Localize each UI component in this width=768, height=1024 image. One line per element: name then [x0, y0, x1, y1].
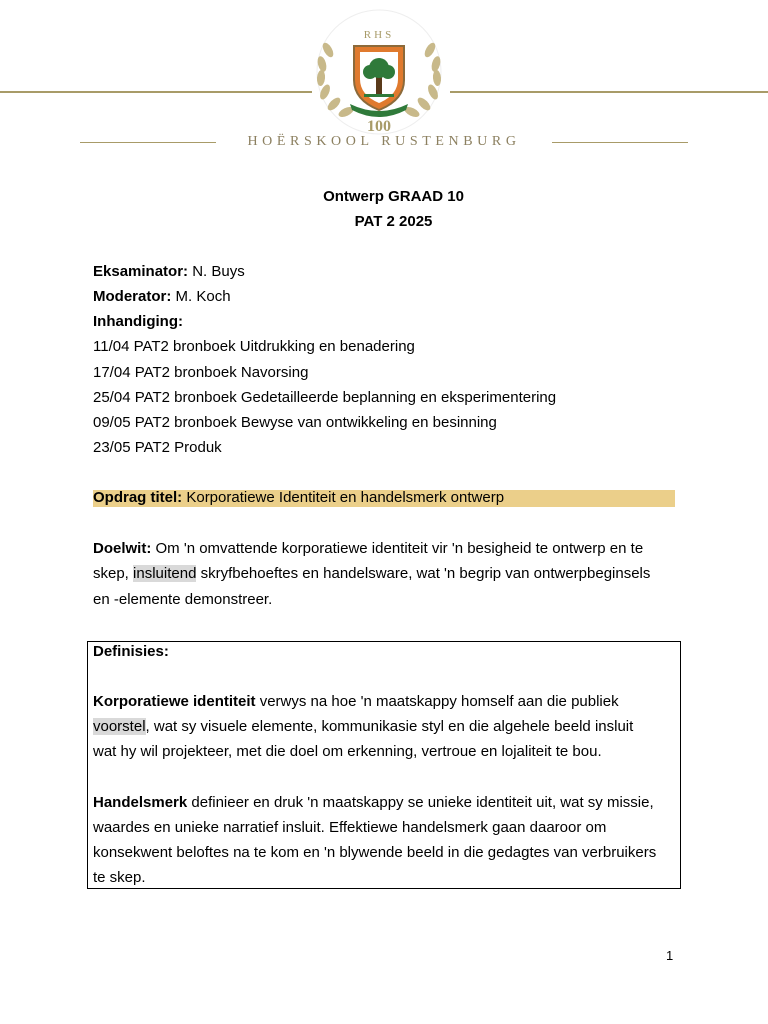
submission-item: 25/04 PAT2 bronboek Gedetailleerde beplanning en eksperimentering — [93, 389, 557, 406]
task-title-word: Korporatiewe — [186, 489, 275, 506]
page-number: 1 — [666, 948, 674, 963]
brand-line-3: konsekwent beloftes na te kom en 'n blywende beeld in die gedagtes van verbruikers — [93, 844, 657, 861]
corp-identity-text-1: verwys na hoe 'n maatskappy homself aan die publiek — [255, 693, 619, 710]
header-top-line-right — [450, 91, 768, 93]
goal-text-1: Om 'n omvattende korporatiewe identiteit vir 'n besigheid te ontwerp en te — [151, 540, 644, 557]
corp-identity-line-3: wat hy wil projekteer, met die doel om erkenning, vertroue en lojaliteit te bou. — [93, 743, 602, 760]
brand-line-2: waardes en unieke narratief insluit. Effektiewe handelsmerk gaan daaroor om — [93, 819, 607, 836]
goal-text-2-end: skryfbehoeftes en handelsware, wat 'n begrip van ontwerpbeginsels — [196, 565, 651, 582]
submission-item: 09/05 PAT2 bronboek Bewyse van ontwikkeling en besinning — [93, 414, 497, 431]
submission-item: 17/04 PAT2 bronboek Navorsing — [93, 364, 309, 381]
brand-line-1 — [93, 794, 654, 811]
task-title-rest: Identiteit en handelsmerk ontwerp — [278, 489, 505, 506]
goal-highlight-word: insluitend — [133, 565, 197, 582]
goal-label: Doelwit: — [93, 540, 152, 557]
goal-text-2-start: skep, — [93, 565, 134, 582]
corp-identity-line-1 — [93, 693, 619, 710]
goal-line-3: en -elemente demonstreer. — [93, 591, 273, 608]
logo-text-top: RHS — [363, 29, 395, 41]
examiner-label: Eksaminator: — [93, 263, 189, 280]
examiner-value: N. Buys — [188, 263, 245, 280]
task-title-label: Opdrag titel: — [93, 489, 183, 506]
header-top-line-left — [0, 91, 312, 93]
submission-item: 11/04 PAT2 bronboek Uitdrukking en benadering — [93, 338, 415, 355]
brand-text-1: definieer en druk 'n maatskappy se unieke identiteit uit, wat sy missie, — [187, 794, 654, 811]
brand-term: Handelsmerk — [93, 794, 188, 811]
logo-text-bottom: 100 — [367, 118, 391, 135]
examiner-line — [93, 263, 245, 280]
task-title-line — [93, 489, 504, 506]
moderator-line — [93, 288, 231, 305]
corp-identity-text-2: , wat sy visuele elemente, kommunikasie styl en die algehele beeld insluit — [145, 718, 634, 735]
corp-identity-line-2 — [93, 718, 633, 735]
goal-line-2 — [93, 565, 650, 582]
corp-identity-term: Korporatiewe identiteit — [93, 693, 256, 710]
definitions-heading: Definisies: — [93, 643, 169, 660]
submission-item: 23/05 PAT2 Produk — [93, 439, 222, 456]
submission-label: Inhandiging: — [93, 313, 183, 330]
school-crest-logo — [306, 8, 452, 136]
school-name: HOËRSKOOL RUSTENBURG — [247, 134, 521, 149]
corp-identity-highlight-word: voorstel — [93, 718, 146, 735]
moderator-value: M. Koch — [171, 288, 231, 305]
document-subtitle: PAT 2 2025 — [354, 213, 433, 230]
document-title: Ontwerp GRAAD 10 — [323, 188, 464, 205]
brand-line-4: te skep. — [93, 869, 146, 886]
moderator-label: Moderator: — [93, 288, 172, 305]
goal-line-1 — [93, 540, 643, 557]
school-name-line-right — [552, 142, 688, 143]
